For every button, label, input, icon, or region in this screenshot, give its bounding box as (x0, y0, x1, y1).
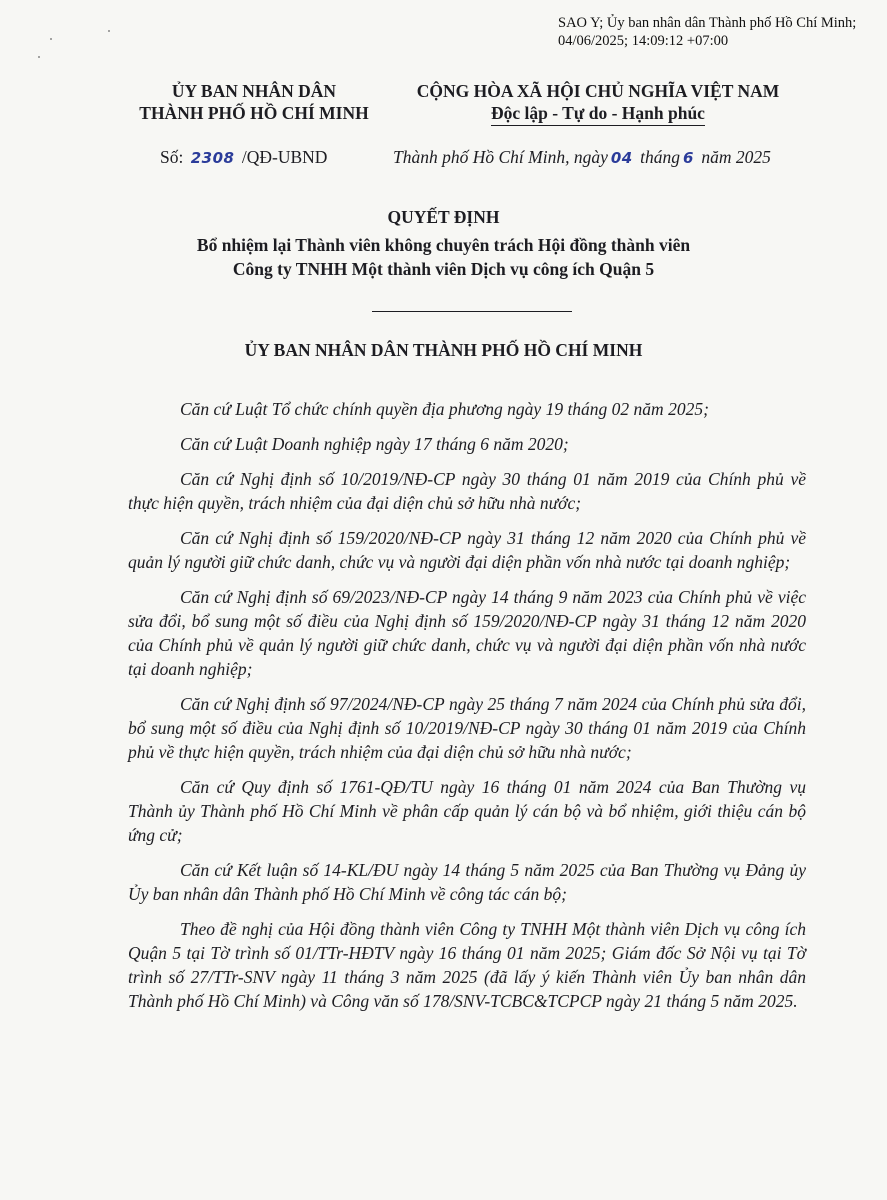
scan-speck (38, 56, 40, 58)
issuing-authority (124, 80, 384, 124)
handwritten-number: 2308 (190, 149, 235, 167)
legal-basis-paragraph: Căn cứ Nghị định số 97/2024/NĐ-CP ngày 25 tháng 7 năm 2024 của Chính phủ sửa đổi, bổ sung một số điều của Nghị định số 10/2019/NĐ-CP ngày 30 tháng 01 năm 2019 của Chính phủ về thực hiện quyền, trách nhiệm của đại diện chủ sở hữu nhà nước; (128, 694, 806, 762)
stamp-line-1: SAO Y; Ủy ban nhân dân Thành phố Hồ Chí Minh; (558, 15, 857, 31)
country-name: CỘNG HÒA XÃ HỘI CHỦ NGHĨA VIỆT NAM (416, 81, 780, 101)
scan-speck (50, 38, 52, 40)
number-prefix: Số: (160, 147, 184, 167)
handwritten-month: 6 (683, 149, 694, 167)
digital-copy-stamp (558, 14, 884, 50)
authority-line-2: THÀNH PHỐ HỒ CHÍ MINH (139, 103, 369, 123)
scan-speck (108, 30, 110, 32)
national-motto: Độc lập - Tự do - Hạnh phúc (491, 102, 705, 126)
legal-basis-paragraph: Căn cứ Nghị định số 69/2023/NĐ-CP ngày 14 tháng 9 năm 2023 của Chính phủ về việc sửa đổi, bổ sung một số điều của Nghị định số 159/2020/NĐ-CP ngày 31 tháng 12 năm 2020 của Chính phủ về quản lý người giữ chức danh, chức vụ và người đại diện phần vốn nhà nước tại doanh nghiệp; (128, 587, 806, 679)
year-label: năm 2025 (701, 147, 771, 167)
legal-basis-paragraph: Căn cứ Luật Tổ chức chính quyền địa phương ngày 19 tháng 02 năm 2025; (180, 399, 709, 419)
legal-basis-paragraph: Căn cứ Quy định số 1761-QĐ/TU ngày 16 tháng 01 năm 2024 của Ban Thường vụ Thành ủy Thành phố Hồ Chí Minh về phân cấp quản lý cán bộ và bổ nhiệm, giới thiệu cán bộ ứng cử; (128, 777, 806, 845)
proposal-paragraph: Theo đề nghị của Hội đồng thành viên Công ty TNHH Một thành viên Dịch vụ công ích Quận 5 tại Tờ trình số 01/TTr-HĐTV ngày 16 tháng 01 năm 2025; Giám đốc Sở Nội vụ tại Tờ trình số 27/TTr-SNV ngày 11 tháng 3 năm 2025 (đã lấy ý kiến Thành viên Ủy ban nhân dân Thành phố Hồ Chí Minh) và Công văn số 178/SNV-TCBC&TCPCP ngày 21 tháng 5 năm 2025. (128, 919, 806, 1011)
legal-basis-paragraph: Căn cứ Kết luận số 14-KL/ĐU ngày 14 tháng 5 năm 2025 của Ban Thường vụ Đảng ủy Ủy ban nhân dân Thành phố Hồ Chí Minh về công tác cán bộ; (128, 860, 806, 904)
document-date (393, 147, 771, 168)
decision-subtitle-line-2: Công ty TNHH Một thành viên Dịch vụ công ích Quận 5 (232, 259, 655, 279)
legal-basis-paragraph: Căn cứ Nghị định số 159/2020/NĐ-CP ngày 31 tháng 12 năm 2020 của Chính phủ về quản lý người giữ chức danh, chức vụ và người đại diện phần vốn nhà nước tại doanh nghiệp; (128, 528, 806, 572)
legal-basis-paragraph: Căn cứ Nghị định số 10/2019/NĐ-CP ngày 30 tháng 01 năm 2019 của Chính phủ về thực hiện quyền, trách nhiệm của đại diện chủ sở hữu nhà nước; (128, 469, 806, 513)
date-place: Thành phố Hồ Chí Minh, ngày (393, 147, 608, 167)
number-suffix: /QĐ-UBND (241, 147, 328, 167)
handwritten-day: 04 (610, 149, 633, 167)
decision-subtitle-line-1: Bổ nhiệm lại Thành viên không chuyên trách Hội đồng thành viên (196, 235, 691, 255)
document-number (160, 147, 327, 168)
decision-title (0, 205, 887, 281)
title-divider (372, 311, 572, 312)
stamp-line-2: 04/06/2025; 14:09:12 +07:00 (558, 33, 729, 49)
issuer-heading: ỦY BAN NHÂN DÂN THÀNH PHỐ HỒ CHÍ MINH (244, 340, 643, 360)
national-title (392, 80, 804, 126)
decision-heading: QUYẾT ĐỊNH (387, 207, 500, 227)
authority-line-1: ỦY BAN NHÂN DÂN (171, 81, 337, 101)
legal-basis-paragraph: Căn cứ Luật Doanh nghiệp ngày 17 tháng 6 năm 2020; (180, 434, 569, 454)
month-label: tháng (640, 147, 680, 167)
legal-basis-body (128, 397, 806, 1024)
